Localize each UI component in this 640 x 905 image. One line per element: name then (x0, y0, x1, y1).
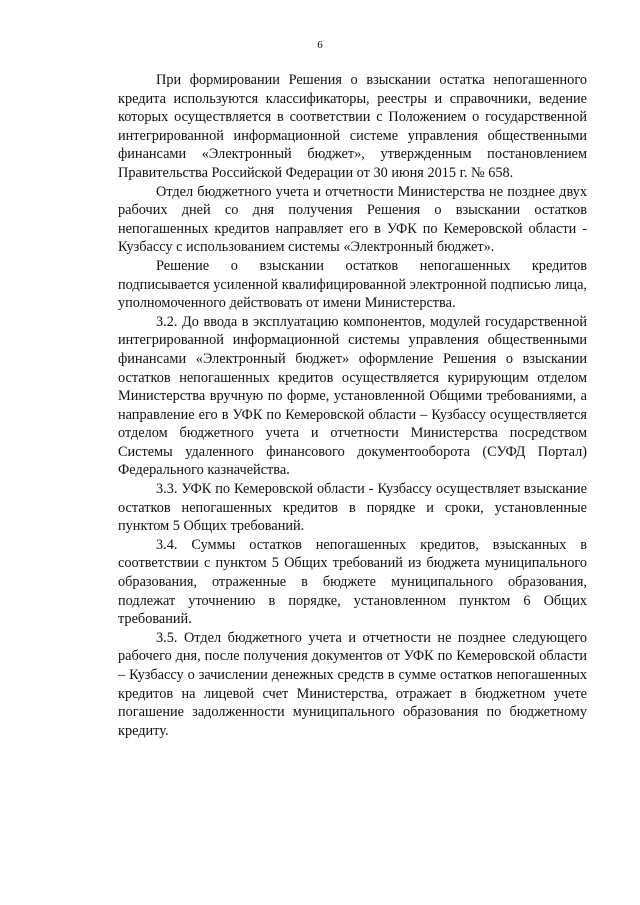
page-number: 6 (317, 39, 323, 51)
paragraph-accounting-department: Отдел бюджетного учета и отчетности Министерства не позднее двух рабочих дней со дня получения Решения о взыскании остатков непогашенных кредитов направляет его в УФК по Кемеровской области - Кузбассу с использованием системы «Электронный бюджет». (118, 183, 587, 256)
document-body (118, 71, 587, 740)
paragraph-3-2: 3.2. До ввода в эксплуатацию компонентов, модулей государственной интегрированной информационной системы управления общественными финансами «Электронный бюджет» оформление Решения о взыскании остатков непогашенных кредитов осуществляется курирующим отделом Министерства вручную по форме, установленной Общими требованиями, а направление его в УФК по Кемеровской области – Кузбассу осуществляется отделом бюджетного учета и отчетности Министерства посредством Системы удаленного финансового документооборота (СУФД Портал) Федерального казначейства. (118, 313, 587, 479)
paragraph-3-3: 3.3. УФК по Кемеровской области - Кузбассу осуществляет взыскание остатков непогашенных кредитов в порядке и сроки, установленные пунктом 5 Общих требований. (118, 481, 587, 535)
paragraph-electronic-signature: Решение о взыскании остатков непогашенных кредитов подписывается усиленной квалифицированной электронной подписью лица, уполномоченного действовать от имени Министерства. (118, 257, 587, 312)
paragraph-decision-formation: При формировании Решения о взыскании остатка непогашенного кредита используются классификаторы, реестры и справочники, ведение которых осуществляется в соответствии с Положением о государственной интегрированной информационной системе управления общественными финансами «Электронный бюджет», утвержденным постановлением Правительства Российской Федерации от 30 июня 2015 г. № 658. (118, 72, 587, 181)
paragraph-3-5: 3.5. Отдел бюджетного учета и отчетности не позднее следующего рабочего дня, после получения документов от УФК по Кемеровской области – Кузбассу о зачислении денежных средств в сумме остатков непогашенных кредитов на лицевой счет Министерства, отражает в бюджетном учете погашение задолженности муниципального образования по бюджетному кредиту. (118, 629, 587, 739)
paragraph-3-4: 3.4. Суммы остатков непогашенных кредитов, взысканных в соответствии с пунктом 5 Общих требований из бюджета муниципального образования, отраженные в бюджете муниципального образования, подлежат уточнению в порядке, установленном пунктом 6 Общих требований. (118, 536, 587, 628)
